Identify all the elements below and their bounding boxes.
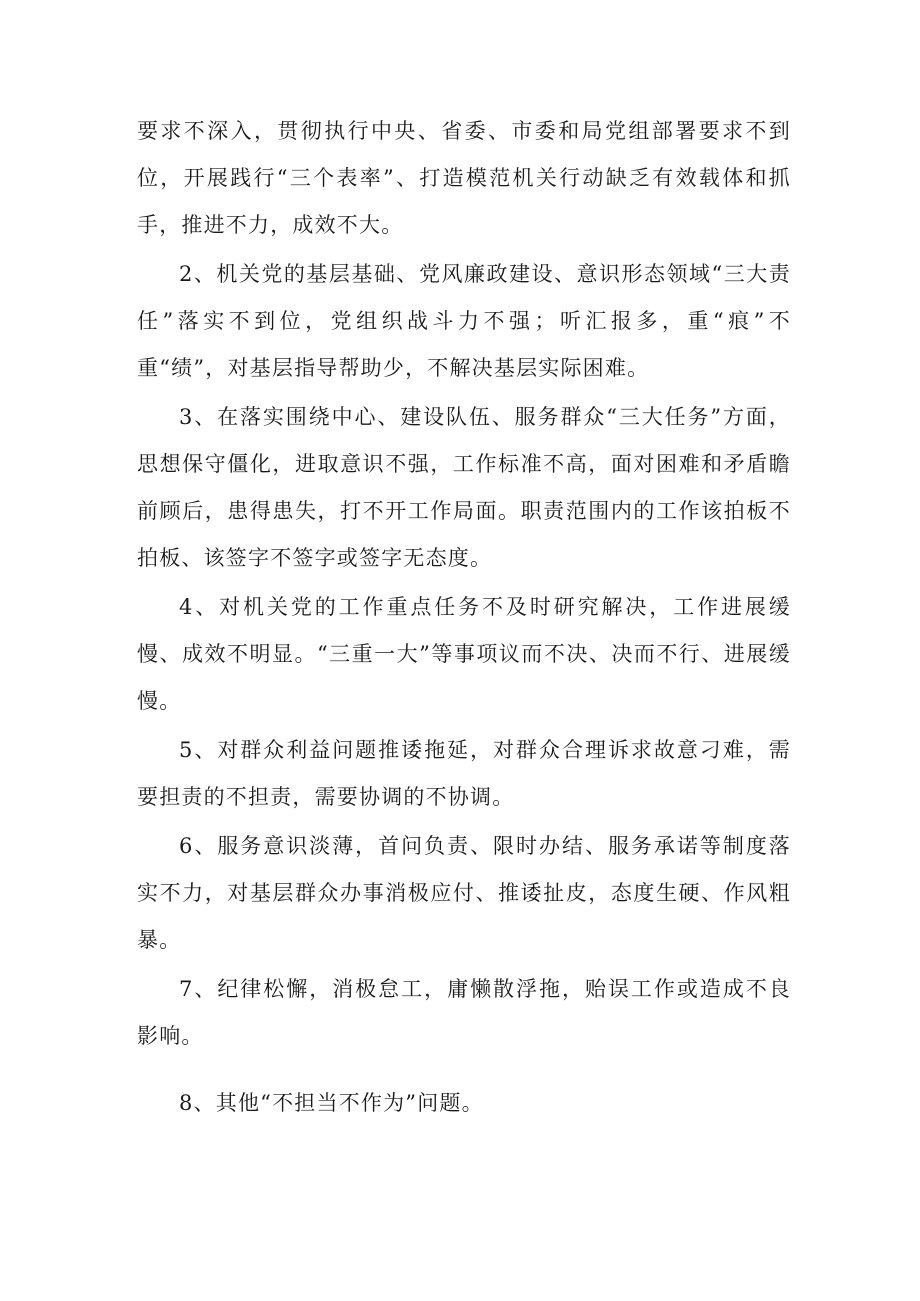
paragraph-item-4: 4、对机关党的工作重点任务不及时研究解决，工作进展缓慢、成效不明显。“三重一大”等事项议而不决、决而不行、进展缓慢。 bbox=[137, 595, 791, 713]
paragraph-item-8: 8、其他“不担当不作为”问题。 bbox=[179, 1091, 484, 1115]
paragraph-continued: 要求不深入，贯彻执行中央、省委、市委和局党组部署要求不到位，开展践行“三个表率”、打造模范机关行动缺乏有效载体和抓手，推进不力，成效不大。 bbox=[137, 119, 791, 237]
document-body bbox=[137, 108, 791, 1129]
paragraph-item-6: 6、服务意识淡薄，首问负责、限时办结、服务承诺等制度落实不力，对基层群众办事消极应付、推诿扯皮，态度生硬、作风粗暴。 bbox=[137, 834, 791, 952]
paragraph-item-5: 5、对群众利益问题推诿拖延，对群众合理诉求故意刁难，需要担责的不担责，需要协调的不协调。 bbox=[137, 738, 791, 809]
paragraph-item-2: 2、机关党的基层基础、党风廉政建设、意识形态领域“三大责任”落实不到位，党组织战斗力不强；听汇报多，重“痕”不重“绩”，对基层指导帮助少，不解决基层实际困难。 bbox=[137, 262, 791, 380]
paragraph-item-3: 3、在落实围绕中心、建设队伍、服务群众“三大任务”方面，思想保守僵化，进取意识不强，工作标准不高，面对困难和矛盾瞻前顾后，患得患失，打不开工作局面。职责范围内的工作该拍板不拍板、该签字不签字或签字无态度。 bbox=[137, 405, 791, 570]
paragraph-item-7: 7、纪律松懈，消极怠工，庸懒散浮拖，贻误工作或造成不良影响。 bbox=[137, 977, 791, 1048]
